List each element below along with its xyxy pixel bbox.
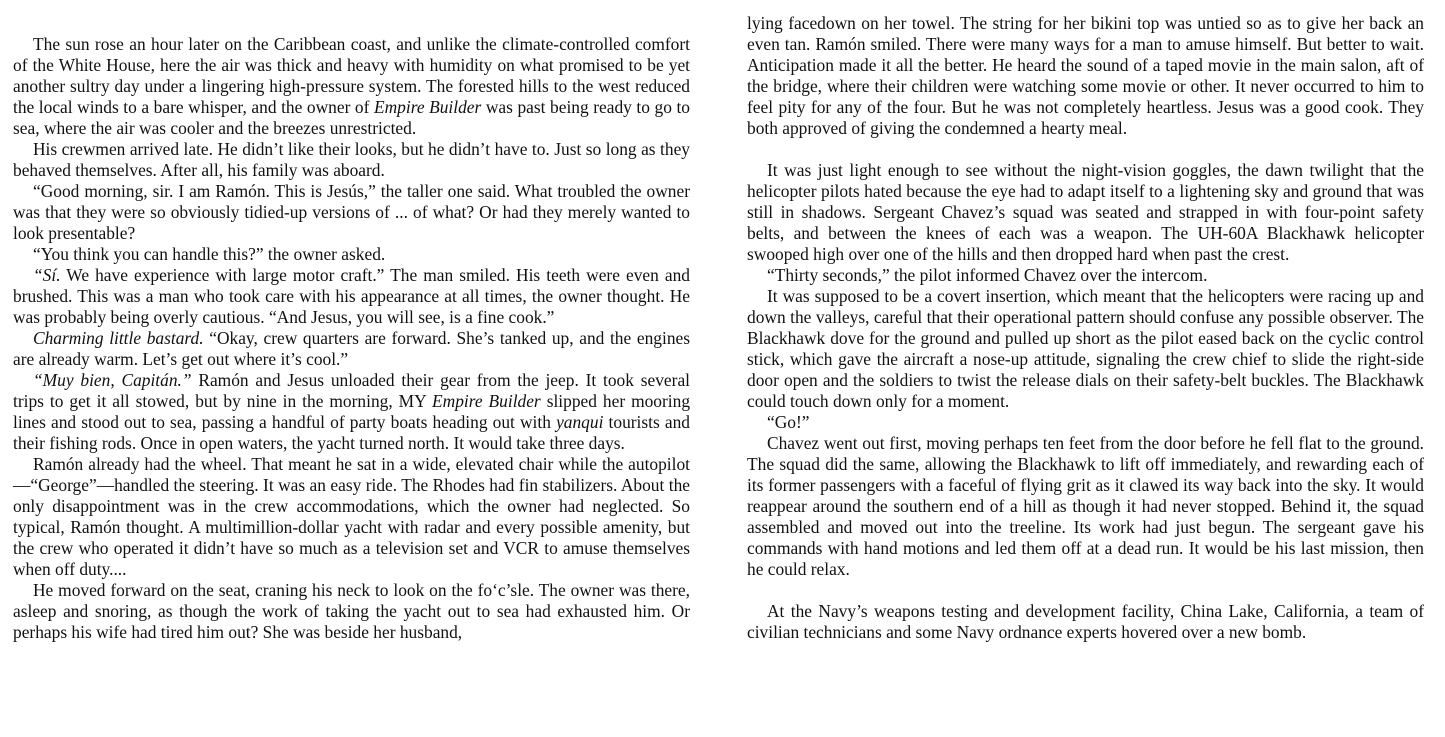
text-run: “Okay, crew quarters are forward. She’s tanked up, and the engines are already warm. Let’s get out where it’s cool.” bbox=[13, 328, 690, 369]
text-run: It was just light enough to see without the night-vision goggles, the dawn twilight that the helicopter pilots hated because the eye had to adapt itself to a lightening sky and ground that was still in shadows. Sergeant Chavez’s squad was seated and strapped in with four-point safety belts, and between the knees of each was a weapon. The UH-60A Blackhawk helicopter swooped high over one of the hills and then dropped hard when past the crest. bbox=[747, 160, 1424, 264]
paragraph bbox=[747, 433, 1424, 580]
section-start-paragraph bbox=[747, 160, 1424, 265]
paragraph bbox=[13, 139, 690, 181]
text-run: We have experience with large motor craft.” The man smiled. His teeth were even and brushed. This was a man who took care with his appearance at all times, the owner thought. He was probably being overly cautious. “And Jesus, you will see, is a fine cook.” bbox=[13, 265, 690, 327]
right-page bbox=[747, 0, 1424, 643]
text-run: Ramón and Jesus unloaded their gear from the jeep. It took several trips to get it all stowed, but by nine in the morning, MY bbox=[13, 370, 690, 411]
text-run: Chavez went out first, moving perhaps ten feet from the door before he fell flat to the ground. The squad did the same, allowing the Blackhawk to lift off immediately, and rewarding each of its former passengers with a faceful of flying grit as it clawed its way back into the sky. It would reappear around the southern end of a hill as though it had never stopped. Behind it, the squad assembled and moved out into the treeline. Its work had just begun. The sergeant gave his commands with hand motions and led them off at a dead run. It would be his last mission, then he could relax. bbox=[747, 433, 1424, 579]
italic-text: “Muy bien, Capitán.” bbox=[33, 370, 192, 390]
text-run: “You think you can handle this?” the owner asked. bbox=[33, 244, 386, 264]
text-run: At the Navy’s weapons testing and development facility, China Lake, California, a team of civilian technicians and some Navy ordnance experts hovered over a new bomb. bbox=[747, 601, 1424, 642]
italic-text: “Sí. bbox=[33, 265, 61, 285]
text-run: slipped her mooring lines and stood out to sea, passing a handful of party boats heading out with bbox=[13, 391, 691, 432]
text-run: Ramón already had the wheel. That meant he sat in a wide, elevated chair while the autopilot—“George”—handled the steering. It was an easy ride. The Rhodes had fin stabilizers. About the only disappointment was in the crew accommodations, which the owner had neglected. So typical, Ramón thought. A multimillion-dollar yacht with radar and every possible amenity, but the crew who operated it didn’t have so much as a television set and VCR to amuse themselves when off duty.... bbox=[13, 454, 690, 579]
paragraph bbox=[13, 580, 690, 643]
text-run: It was supposed to be a covert insertion, which meant that the helicopters were racing up and down the valleys, careful that their operational pattern should confuse any possible observer. The Blackhawk dove for the ground and pulled up short as the pilot eased back on the cyclic control stick, which gave the aircraft a nose-up attitude, signaling the crew chief to slide the right-side door open and the soldiers to twist the release dials on their safety-belt buckles. The Blackhawk could touch down only for a moment. bbox=[747, 286, 1424, 411]
italic-text: Empire Builder bbox=[374, 97, 482, 117]
paragraph bbox=[13, 181, 690, 244]
text-run: lying facedown on her towel. The string for her bikini top was untied so as to give her back an even tan. Ramón smiled. There were many ways for a man to amuse himself. But better to wait. Anticipation made it all the better. He heard the sound of a taped movie in the main salon, aft of the bridge, where their children were watching some movie or other. It never occurred to him to feel pity for any of the four. But he was not completely heartless. Jesus was a good cook. They both approved of giving the condemned a hearty meal. bbox=[747, 13, 1424, 138]
text-run: tourists and their fishing rods. Once in open waters, the yacht turned north. It would take three days. bbox=[13, 412, 690, 453]
text-run: was past being ready to go to sea, where the air was cooler and the breezes unrestricted. bbox=[13, 97, 690, 138]
paragraph bbox=[13, 328, 690, 370]
paragraph bbox=[13, 370, 690, 454]
text-run: He moved forward on the seat, craning his neck to look on the fo‘c’sle. The owner was there, asleep and snoring, as though the work of taking the yacht out to sea had exhausted him. Or perhaps his wife had tired him out? She was beside her husband, bbox=[13, 580, 690, 642]
text-run: “Go!” bbox=[767, 412, 810, 432]
text-run: “Good morning, sir. I am Ramón. This is Jesús,” the taller one said. What troubled the owner was that they were so obviously tidied-up versions of ... of what? Or had they merely wanted to look presentable? bbox=[13, 181, 690, 243]
paragraph bbox=[747, 412, 1424, 433]
italic-text: Charming little bastard. bbox=[33, 328, 204, 348]
italic-text: Empire Builder bbox=[432, 391, 541, 411]
left-page bbox=[13, 0, 690, 643]
section-start-paragraph bbox=[747, 601, 1424, 643]
paragraph bbox=[747, 13, 1424, 139]
text-run: The sun rose an hour later on the Caribbean coast, and unlike the climate-controlled comfort of the White House, here the air was thick and heavy with humidity on what promised to be yet another sultry day under a lingering high-pressure system. The forested hills to the west reduced the local winds to a bare whisper, and the owner of bbox=[13, 34, 690, 117]
paragraph bbox=[747, 265, 1424, 286]
italic-text: yanqui bbox=[556, 412, 604, 432]
paragraph bbox=[13, 265, 690, 328]
paragraph bbox=[13, 454, 690, 580]
text-run: His crewmen arrived late. He didn’t like their looks, but he didn’t have to. Just so long as they behaved themselves. After all, his family was aboard. bbox=[13, 139, 690, 180]
text-run: “Thirty seconds,” the pilot informed Chavez over the intercom. bbox=[767, 265, 1208, 285]
paragraph bbox=[13, 34, 690, 139]
paragraph bbox=[13, 244, 690, 265]
paragraph bbox=[747, 286, 1424, 412]
